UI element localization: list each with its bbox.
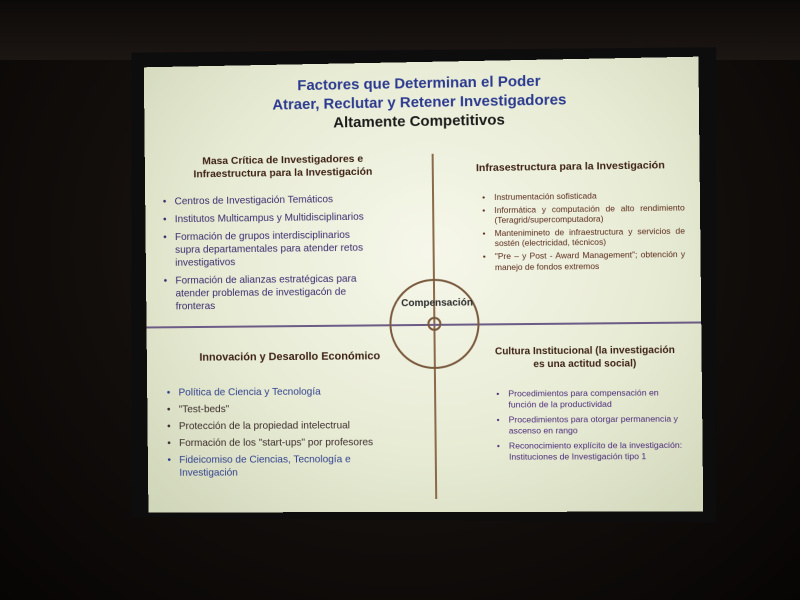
title-line-3: Altamente Competitivos — [333, 111, 505, 132]
quadrant-bottom-right-list — [496, 387, 689, 466]
list-item: • Centros de Investigación Temáticos — [163, 193, 375, 209]
list-item: • Fideicomiso de Ciencias, Tecnología e Investigación — [167, 453, 400, 480]
list-item: • Reconocimiento explícito de la investigación: Instituciones de Investigación tipo 1 — [497, 440, 690, 463]
list-item: • Instrumentación sofisticada — [482, 189, 685, 202]
center-label: Compensación — [401, 297, 473, 310]
list-item: • Institutos Multicampus y Multidisciplinarios — [163, 211, 375, 227]
presentation-slide — [144, 57, 703, 513]
list-item: • Formación de los "start-ups" por profesores — [167, 436, 399, 450]
list-item: • Formación de grupos interdisciplinarios supra departamentales para atender retos investigativos — [163, 229, 376, 270]
list-item: • Mantenimineto de infraestructura y servicios de sostén (electricidad, técnicos) — [482, 225, 685, 249]
quadrant-bottom-left-list — [167, 385, 400, 484]
list-item: • Política de Ciencia y Tecnología — [167, 385, 399, 399]
center-dot — [427, 317, 441, 331]
list-item: • "Test-beds" — [167, 402, 399, 416]
list-item: • Procedimientos para compensación en función de la productividad — [496, 387, 689, 410]
list-item: • Procedimientos para otorgar permanencia y ascenso en rango — [497, 414, 690, 437]
quadrant-bottom-right-title: Cultura Institucional (la investigación es una actitud social) — [494, 344, 675, 371]
title-line-2: Atraer, Reclutar y Retener Investigadores — [272, 91, 567, 114]
quadrant-top-right-title: Infrasestructura para la Investigación — [475, 159, 665, 175]
list-item: • Formación de alianzas estratégicas para atender problemas de investigacón de fronteras — [164, 272, 377, 313]
list-item: • Protección de la propiedad intelectrual — [167, 419, 399, 433]
quadrant-top-left-title: Masa Crítica de Investigadores e Infraestructura para la Investigación — [193, 152, 373, 181]
quadrant-bottom-left-title: Innovación y Desarollo Económico — [199, 350, 381, 364]
quadrant-top-left-list — [163, 193, 377, 319]
title-line-1: Factores que Determinan el Poder — [297, 72, 541, 95]
quadrant-top-right-list — [482, 189, 685, 274]
list-item: • Informática y computación de alto rendimiento (Teragrid/supercomputadora) — [482, 202, 685, 226]
slide-title — [144, 69, 699, 136]
list-item: • "Pre – y Post - Award Management"; obtención y manejo de fondos extremos — [483, 249, 686, 273]
